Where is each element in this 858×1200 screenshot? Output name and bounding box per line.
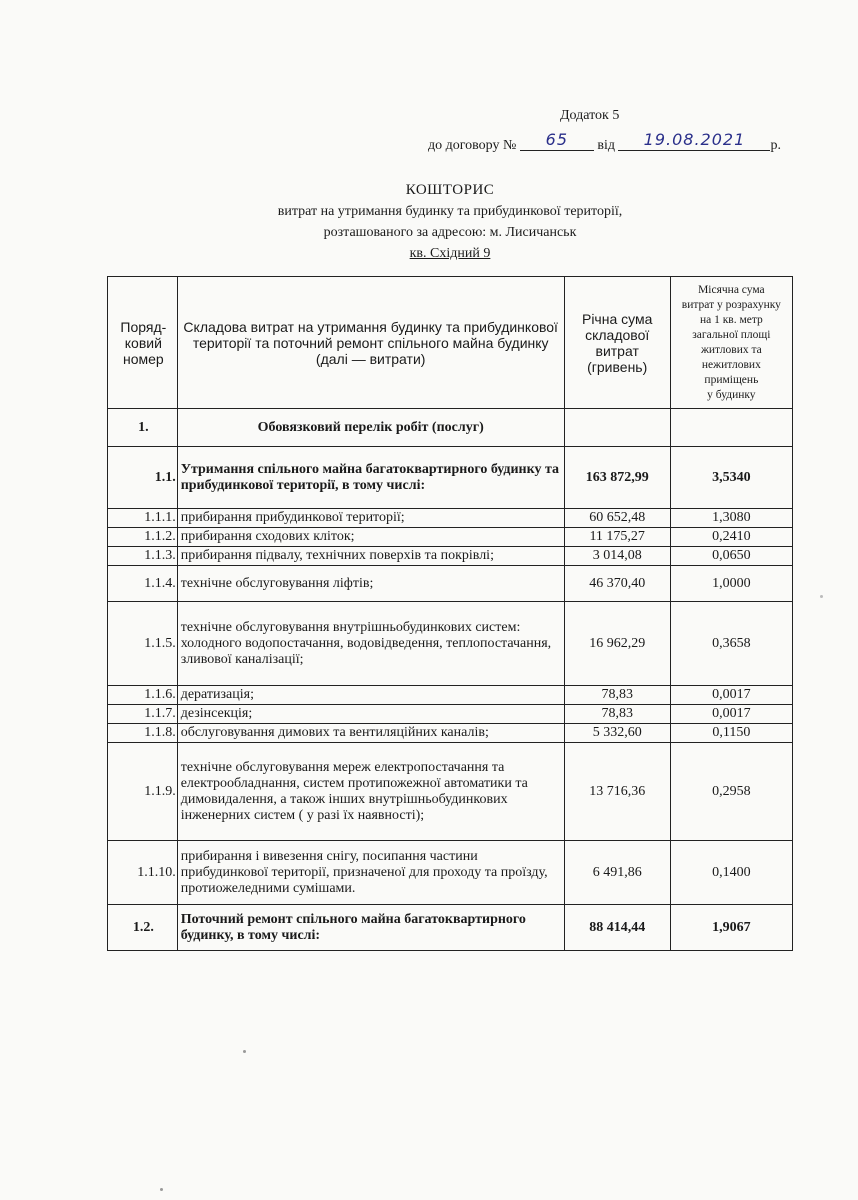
row-annual: 13 716,36	[564, 743, 670, 841]
document-title: КОШТОРИС	[405, 182, 495, 198]
row-name: прибирання прибудинкової території;	[177, 509, 564, 528]
row-annual: 3 014,08	[564, 547, 670, 566]
row-name: Утримання спільного майна багатоквартирного будинку та прибудинкової території, в тому числі:	[177, 447, 564, 509]
table-row	[108, 743, 793, 841]
title-address: кв. Східний 9	[409, 246, 491, 261]
row-name: Поточний ремонт спільного майна багатоквартирного будинку, в тому числі:	[177, 905, 564, 951]
row-monthly: 3,5340	[670, 447, 792, 509]
row-annual: 60 652,48	[564, 509, 670, 528]
scan-speck	[820, 595, 823, 598]
row-num: 1.1.1.	[108, 509, 178, 528]
row-monthly: 0,1150	[670, 724, 792, 743]
contract-prefix: до договору №	[428, 138, 517, 153]
year-suffix: р.	[770, 138, 781, 153]
row-name: технічне обслуговування внутрішньобудинкових систем: холодного водопостачання, водовідведення, теплопостачання, зливової каналізації;	[177, 602, 564, 686]
row-monthly: 0,0017	[670, 705, 792, 724]
row-num: 1.1.3.	[108, 547, 178, 566]
row-name: дезінсекція;	[177, 705, 564, 724]
table-row	[108, 841, 793, 905]
row-num: 1.1.8.	[108, 724, 178, 743]
header-name: Складова витрат на утримання будинку та прибудинкової території та поточний ремонт спільного майна будинку (далі — витрати)	[177, 277, 564, 409]
scan-speck	[160, 1188, 163, 1191]
row-monthly: 1,9067	[670, 905, 792, 951]
table-row	[108, 705, 793, 724]
row-annual: 6 491,86	[564, 841, 670, 905]
scan-speck	[243, 1050, 246, 1053]
row-annual: 88 414,44	[564, 905, 670, 951]
row-name: дератизація;	[177, 686, 564, 705]
contract-date-field	[618, 130, 770, 151]
table-row	[108, 409, 793, 447]
row-num: 1.1.6.	[108, 686, 178, 705]
row-name: Обовязковий перелік робіт (послуг)	[177, 409, 564, 447]
title-line-2: розташованого за адресою: м. Лисичанськ	[323, 225, 577, 240]
row-num: 1.1.5.	[108, 602, 178, 686]
row-monthly: 1,0000	[670, 566, 792, 602]
date-prefix: від	[597, 138, 615, 153]
row-num: 1.1.9.	[108, 743, 178, 841]
row-annual: 16 962,29	[564, 602, 670, 686]
contract-date-handwritten: 19.08.2021	[643, 130, 746, 149]
row-annual: 78,83	[564, 686, 670, 705]
row-num: 1.1.4.	[108, 566, 178, 602]
row-name: технічне обслуговування мереж електропостачання та електрообладнання, систем протипожежної автоматики та димовидалення, а також інших внутрішньобудинкових інженерних систем ( у разі їх наявності);	[177, 743, 564, 841]
contract-number-handwritten: 65	[545, 130, 568, 149]
table-row	[108, 528, 793, 547]
row-monthly: 1,3080	[670, 509, 792, 528]
row-num: 1.	[108, 409, 178, 447]
table-header-row	[108, 277, 793, 409]
title-block	[200, 180, 700, 264]
row-name: прибирання підвалу, технічних поверхів та покрівлі;	[177, 547, 564, 566]
annex-label: Додаток 5	[560, 108, 620, 123]
row-num: 1.1.	[108, 447, 178, 509]
row-annual	[564, 409, 670, 447]
row-monthly: 0,0017	[670, 686, 792, 705]
header-monthly: Місячна сума витрат у розрахунку на 1 кв. метр загальної площі житлових та нежитлових приміщень у будинку	[670, 277, 792, 409]
title-line-1: витрат на утримання будинку та прибудинкової території,	[277, 204, 623, 219]
table-row	[108, 447, 793, 509]
row-name: прибирання і вивезення снігу, посипання частини прибудинкової території, призначеної для проходу та проїзду, протиожеледними сумішами.	[177, 841, 564, 905]
contract-number-field	[520, 130, 594, 151]
table-row	[108, 686, 793, 705]
row-monthly: 0,2410	[670, 528, 792, 547]
row-annual: 163 872,99	[564, 447, 670, 509]
contract-line	[428, 130, 781, 154]
table-row	[108, 602, 793, 686]
row-monthly: 0,0650	[670, 547, 792, 566]
estimate-table	[107, 276, 793, 951]
row-name: прибирання сходових кліток;	[177, 528, 564, 547]
table-row	[108, 566, 793, 602]
row-annual: 5 332,60	[564, 724, 670, 743]
row-name: технічне обслуговування ліфтів;	[177, 566, 564, 602]
header-num: Поряд- ковий номер	[108, 277, 178, 409]
table-row	[108, 547, 793, 566]
table-row	[108, 509, 793, 528]
row-annual: 11 175,27	[564, 528, 670, 547]
row-num: 1.1.7.	[108, 705, 178, 724]
table-row	[108, 724, 793, 743]
table-row	[108, 905, 793, 951]
row-monthly: 0,1400	[670, 841, 792, 905]
row-num: 1.1.10.	[108, 841, 178, 905]
row-monthly	[670, 409, 792, 447]
row-annual: 46 370,40	[564, 566, 670, 602]
row-name: обслуговування димових та вентиляційних каналів;	[177, 724, 564, 743]
row-annual: 78,83	[564, 705, 670, 724]
row-num: 1.1.2.	[108, 528, 178, 547]
row-monthly: 0,3658	[670, 602, 792, 686]
header-annual: Річна сума складової витрат (гривень)	[564, 277, 670, 409]
row-monthly: 0,2958	[670, 743, 792, 841]
row-num: 1.2.	[108, 905, 178, 951]
